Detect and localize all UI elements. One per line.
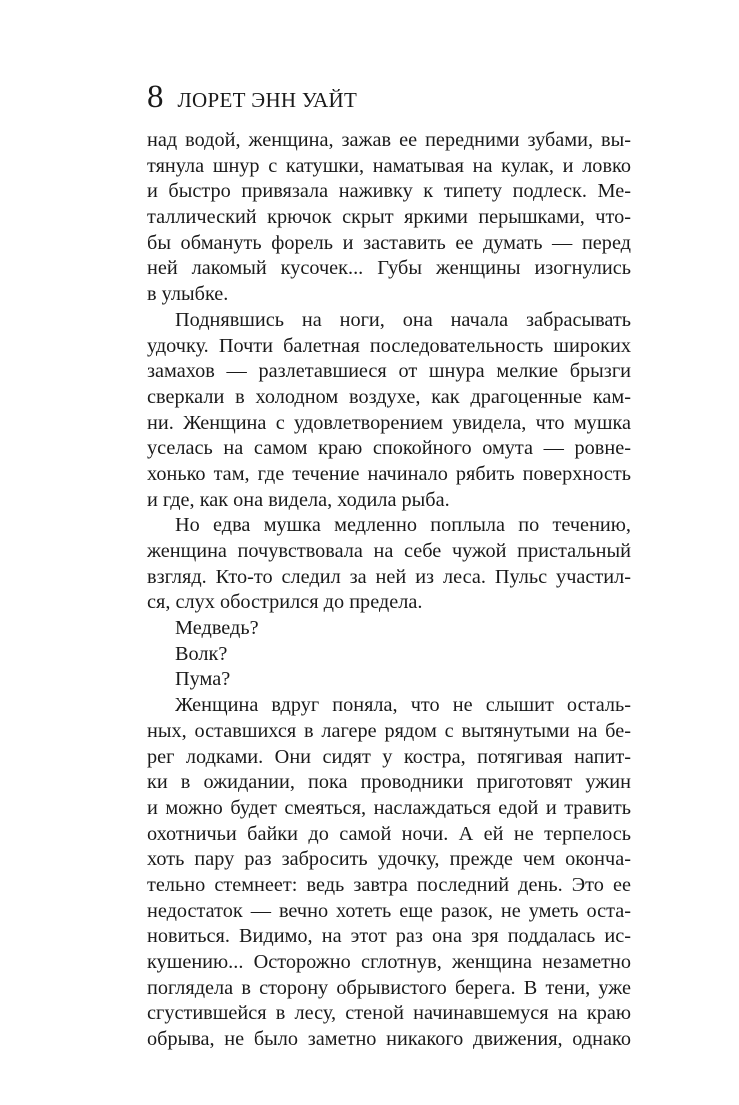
- text-line: тянула шнур с катушки, наматывая на кулак, и ловко: [147, 154, 631, 177]
- running-head: ЛОРЕТ ЭНН УАЙТ: [177, 88, 358, 112]
- text-line: ся, слух обострился до предела.: [147, 591, 423, 614]
- text-line: в улыбке.: [147, 283, 229, 306]
- text-line: над водой, женщина, зажав ее передними зубами, вы-: [147, 129, 631, 151]
- text-line: и можно будет смеяться, наслаждаться едой и травить: [147, 796, 631, 819]
- text-line: новиться. Видимо, на этот раз она зря поддалась ис-: [147, 925, 631, 948]
- page-number: 8: [147, 79, 164, 115]
- text-line: охотничьи байки до самой ночи. А ей не терпелось: [147, 822, 631, 845]
- text-line: ных, оставшихся в лагере рядом с вытянутыми на бе-: [147, 719, 631, 742]
- text-line: сгустившейся в лесу, стеной начинавшемуся на краю: [147, 1002, 631, 1025]
- text-line: хонько там, где течение начинало рябить поверхность: [147, 462, 631, 485]
- text-line: удочку. Почти балетная последовательность широких: [147, 334, 631, 357]
- text-line: бы обмануть форель и заставить ее думать — перед: [147, 231, 631, 254]
- page-header: [147, 80, 647, 120]
- text-line: рег лодками. Они сидят у костра, потягивая напит-: [147, 745, 631, 768]
- text-line: женщина почувствовала на себе чужой пристальный: [147, 540, 631, 562]
- text-line: Женщина вдруг поняла, что не слышит осталь-: [175, 694, 631, 717]
- text-line: сверкали в холодном воздухе, как драгоценные кам-: [147, 385, 631, 408]
- text-line: Пума?: [175, 668, 231, 691]
- text-line: недостаток — вечно хотеть еще разок, не уметь оста-: [147, 899, 631, 922]
- text-line: взгляд. Кто-то следил за ней из леса. Пульс участил-: [147, 565, 631, 588]
- text-line: ки в ожидании, пока проводники приготовят ужин: [147, 771, 631, 794]
- text-line: таллический крючок скрыт яркими перышками, что-: [147, 206, 631, 229]
- body-text: [147, 128, 631, 1053]
- text-line: кушению... Осторожно сглотнув, женщина незаметно: [147, 951, 631, 973]
- text-line: Поднявшись на ноги, она начала забрасывать: [175, 308, 631, 331]
- text-line: уселась на самом краю спокойного омута — ровне-: [147, 437, 631, 460]
- text-line: замахов — разлетавшиеся от шнура мелкие брызги: [147, 360, 631, 383]
- text-line: ни. Женщина с удовлетворением увидела, что мушка: [147, 411, 631, 434]
- text-line: Волк?: [175, 642, 228, 665]
- text-line: Но едва мушка медленно поплыла по течению,: [175, 514, 631, 537]
- text-line: обрыва, не было заметно никакого движения, однако: [147, 1028, 631, 1051]
- text-line: и быстро привязала наживку к типету подлеск. Ме-: [147, 180, 631, 203]
- text-line: хоть пару раз забросить удочку, прежде чем оконча-: [147, 848, 631, 871]
- text-line: поглядела в сторону обрывистого берега. В тени, уже: [147, 976, 631, 999]
- text-line: Медведь?: [175, 617, 259, 640]
- text-line: тельно стемнеет: ведь завтра последний день. Это ее: [147, 873, 631, 896]
- text-line: и где, как она видела, ходила рыба.: [147, 488, 450, 511]
- text-line: ней лакомый кусочек... Губы женщины изогнулись: [147, 257, 631, 280]
